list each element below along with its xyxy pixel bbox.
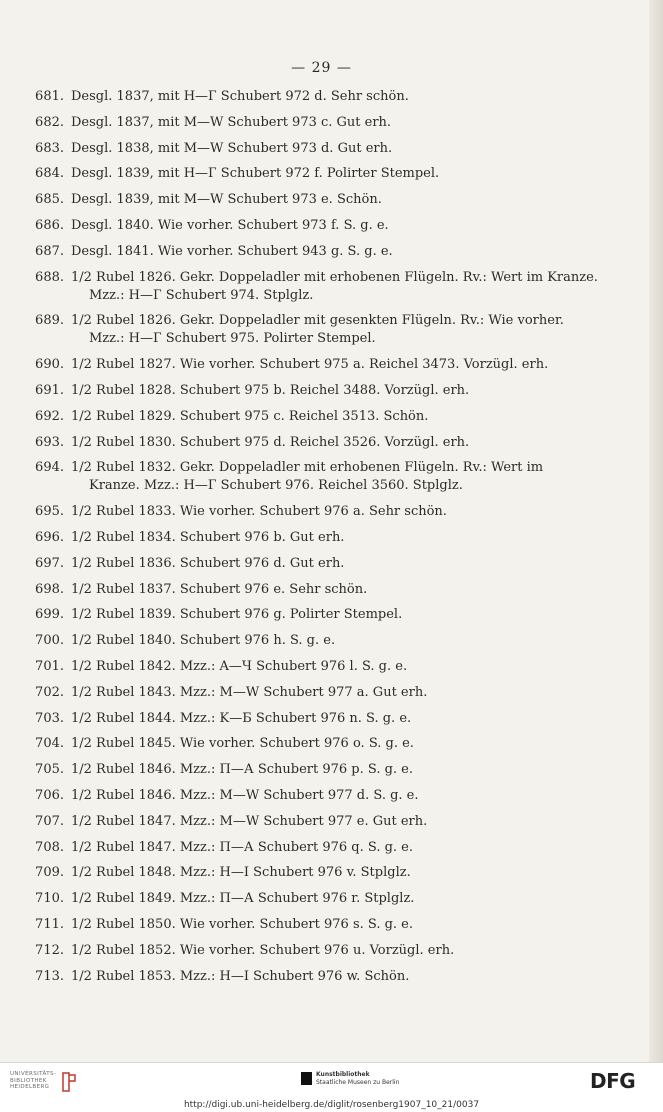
entry-text: Desgl. 1837, mit H—Г Schubert 972 d. Sehr schön. (71, 89, 409, 104)
entry-number: 681. (35, 89, 64, 104)
entry-number: 701. (35, 658, 64, 674)
catalog-entry (0, 942, 620, 960)
catalog-entry (0, 529, 620, 547)
ub-heidelberg-logo[interactable] (10, 1071, 56, 1091)
kb-sub: Staatliche Museen zu Berlin (316, 1079, 400, 1086)
kunstbibliothek-logo[interactable] (316, 1071, 399, 1087)
entry-text: 1/2 Rubel 1850. Wie vorher. Schubert 976 s. S. g. e. (71, 916, 414, 932)
catalog-entry (0, 606, 620, 624)
entry-text: 1/2 Rubel 1846. Mzz.: M—W Schubert 977 d. S. g. e. (71, 787, 419, 803)
entry-number: 697. (35, 555, 64, 571)
catalog-entry (0, 434, 620, 452)
entry-number: 706. (35, 787, 64, 803)
entry-text: 1/2 Rubel 1836. Schubert 976 d. Gut erh. (71, 555, 345, 571)
entry-text: 1/2 Rubel 1827. Wie vorher. Schubert 975 a. Reichel 3473. Vorzügl. erh. (71, 357, 549, 373)
catalog-entry (0, 761, 620, 779)
catalog-entry (0, 581, 620, 599)
entry-number: 682. (35, 114, 64, 130)
catalog-entry (0, 408, 620, 426)
entry-number: 694. (35, 460, 64, 476)
entry-number: 683. (35, 140, 64, 156)
entry-text: 1/2 Rubel 1845. Wie vorher. Schubert 976 o. S. g. e. (71, 736, 414, 752)
entry-number: 692. (35, 408, 64, 424)
entry-text: 1/2 Rubel 1847. Mzz.: П—А Schubert 976 q. S. g. e. (71, 839, 414, 855)
entry-text: Desgl. 1837, mit M—W Schubert 973 c. Gut erh. (71, 114, 392, 130)
entry-text: 1/2 Rubel 1853. Mzz.: H—I Schubert 976 w. Schön. (71, 968, 410, 984)
catalog-entry (0, 710, 620, 728)
entry-text: 1/2 Rubel 1834. Schubert 976 b. Gut erh. (71, 529, 345, 545)
entry-text-continuation: Mzz.: H—Г Schubert 975. Polirter Stempel. (89, 331, 376, 347)
catalog-entry (0, 503, 620, 521)
entry-text: 1/2 Rubel 1844. Mzz.: K—Б Schubert 976 n. S. g. e. (71, 710, 412, 726)
catalog-entry (0, 735, 620, 753)
entry-text: 1/2 Rubel 1849. Mzz.: П—А Schubert 976 r. Stplglz. (71, 891, 415, 907)
entry-text: 1/2 Rubel 1852. Wie vorher. Schubert 976 u. Vorzügl. erh. (71, 942, 455, 958)
catalog-entry (0, 88, 620, 106)
entry-number: 696. (35, 529, 64, 545)
catalog-entry (0, 269, 620, 305)
catalog-entry (0, 813, 620, 831)
entry-number: 685. (35, 192, 64, 208)
entry-number: 698. (35, 581, 64, 597)
entry-number: 689. (35, 313, 64, 329)
catalog-entry (0, 312, 620, 348)
catalog-entry (0, 684, 620, 702)
catalog-entry (0, 140, 620, 158)
entry-number: 705. (35, 762, 64, 778)
entry-text: 1/2 Rubel 1833. Wie vorher. Schubert 976 a. Sehr schön. (71, 504, 447, 520)
page-edge (649, 0, 663, 1062)
entry-text: 1/2 Rubel 1830. Schubert 975 d. Reichel 3526. Vorzügl. erh. (71, 434, 470, 450)
ub-emblem-icon (60, 1071, 78, 1093)
entry-number: 699. (35, 607, 64, 623)
entry-number: 710. (35, 891, 64, 907)
entry-text: 1/2 Rubel 1842. Mzz.: A—Ч Schubert 976 l. S. g. e. (71, 658, 408, 674)
entry-text: 1/2 Rubel 1847. Mzz.: M—W Schubert 977 e. Gut erh. (71, 813, 428, 829)
entry-text: 1/2 Rubel 1826. Gekr. Doppeladler mit gesenkten Flügeln. Rv.: Wie vorher. (71, 313, 564, 329)
ub-logo-line: HEIDELBERG (10, 1084, 50, 1090)
catalog-entry (0, 217, 620, 235)
footer-bar (0, 1062, 663, 1099)
catalog-entry (0, 658, 620, 676)
page-number: — 29 — (291, 60, 352, 76)
entry-text: 1/2 Rubel 1848. Mzz.: H—I Schubert 976 v. Stplglz. (71, 865, 411, 881)
entry-text: 1/2 Rubel 1828. Schubert 975 b. Reichel 3488. Vorzügl. erh. (71, 382, 470, 398)
entry-number: 711. (35, 916, 64, 932)
entry-number: 712. (35, 942, 64, 958)
entry-number: 713. (35, 968, 64, 984)
kb-name: Kunstbibliothek (316, 1071, 370, 1078)
catalog-entry (0, 787, 620, 805)
source-url[interactable]: http://digi.ub.uni-heidelberg.de/diglit/rosenberg1907_10_21/0037 (0, 1098, 663, 1112)
entry-number: 700. (35, 633, 64, 649)
entry-number: 709. (35, 865, 64, 881)
entry-number: 707. (35, 813, 64, 829)
catalog-entry (0, 916, 620, 934)
catalog-entry (0, 356, 620, 374)
catalog-entry (0, 864, 620, 882)
entry-text: 1/2 Rubel 1829. Schubert 975 c. Reichel 3513. Schön. (71, 408, 429, 424)
entry-number: 687. (35, 243, 64, 259)
entry-number: 708. (35, 839, 64, 855)
catalog-entries (0, 88, 620, 993)
catalog-entry (0, 555, 620, 573)
catalog-entry (0, 243, 620, 261)
entry-text: Desgl. 1839, mit M—W Schubert 973 e. Schön. (71, 192, 382, 208)
catalog-entry (0, 890, 620, 908)
entry-text: 1/2 Rubel 1832. Gekr. Doppeladler mit erhobenen Flügeln. Rv.: Wert im (71, 460, 544, 476)
entry-text: 1/2 Rubel 1840. Schubert 976 h. S. g. e. (71, 633, 336, 649)
catalog-entry (0, 459, 620, 495)
entry-number: 688. (35, 269, 64, 285)
entry-number: 691. (35, 382, 64, 398)
catalog-entry (0, 839, 620, 857)
entry-text-continuation: Kranze. Mzz.: H—Г Schubert 976. Reichel 3560. Stplglz. (89, 478, 463, 494)
entry-number: 693. (35, 434, 64, 450)
entry-text: 1/2 Rubel 1839. Schubert 976 g. Polirter Stempel. (71, 607, 403, 623)
catalog-entry (0, 191, 620, 209)
entry-number: 703. (35, 710, 64, 726)
entry-text-continuation: Mzz.: H—Г Schubert 974. Stplglz. (89, 287, 314, 303)
catalog-entry (0, 382, 620, 400)
catalog-entry (0, 165, 620, 183)
entry-text: 1/2 Rubel 1846. Mzz.: П—А Schubert 976 p. S. g. e. (71, 762, 414, 778)
entry-number: 690. (35, 357, 64, 373)
catalog-entry (0, 114, 620, 132)
entry-text: Desgl. 1840. Wie vorher. Schubert 973 f. S. g. e. (71, 217, 389, 233)
kunstbibliothek-logo-icon (301, 1072, 312, 1085)
catalog-entry (0, 632, 620, 650)
entry-text: Desgl. 1838, mit M—W Schubert 973 d. Gut erh. (71, 140, 393, 156)
entry-number: 702. (35, 684, 64, 700)
entry-text: Desgl. 1841. Wie vorher. Schubert 943 g. S. g. e. (71, 243, 393, 259)
ub-logo-line: UNIVERSITÄTS- (10, 1071, 57, 1077)
entry-text: 1/2 Rubel 1826. Gekr. Doppeladler mit erhobenen Flügeln. Rv.: Wert im Kranze. (71, 269, 598, 285)
catalog-entry (0, 968, 620, 986)
entry-text: 1/2 Rubel 1843. Mzz.: M—W Schubert 977 a. Gut erh. (71, 684, 428, 700)
entry-number: 684. (35, 166, 64, 182)
entry-number: 686. (35, 217, 64, 233)
ub-logo-line: BIBLIOTHEK (10, 1077, 47, 1084)
entry-number: 695. (35, 504, 64, 520)
entry-text: Desgl. 1839, mit H—Г Schubert 972 f. Polirter Stempel. (71, 166, 440, 182)
entry-text: 1/2 Rubel 1837. Schubert 976 e. Sehr schön. (71, 581, 368, 597)
dfg-logo[interactable]: DFG (590, 1069, 636, 1093)
entry-number: 704. (35, 736, 64, 752)
